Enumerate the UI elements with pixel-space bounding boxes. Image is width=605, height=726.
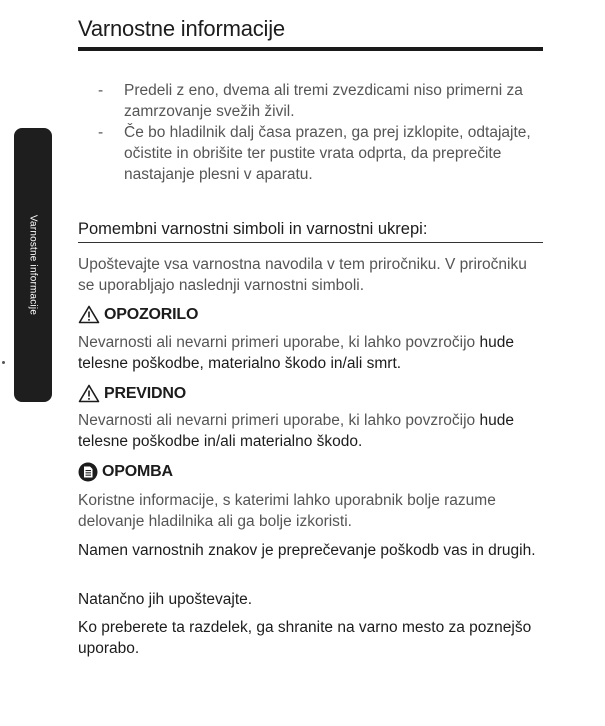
- caution-text-dark: hude telesne poškodbe in/ali materialno škodo.: [78, 412, 514, 450]
- closing-paragraph-1: Namen varnostnih znakov je preprečevanje poškodb vas in drugih.: [78, 542, 536, 559]
- caution-symbol-heading: [78, 384, 186, 403]
- page-title: Varnostne informacije: [78, 16, 285, 41]
- note-label: OPOMBA: [102, 463, 173, 480]
- note-symbol-heading: [78, 462, 173, 482]
- warning-text-light: Nevarnosti ali nevarni primeri uporabe, ki lahko povzročijo: [78, 334, 476, 351]
- closing-paragraph-3: Ko preberete ta razdelek, ga shranite na varno mesto za poznejšo uporabo.: [78, 619, 532, 657]
- section-heading: Pomembni varnostni simboli in varnostni ukrepi:: [78, 220, 543, 243]
- side-tab-label: Varnostne informacije: [27, 214, 39, 316]
- caution-triangle-icon: [78, 384, 100, 403]
- bullet-text: Če bo hladilnik dalj časa prazen, ga prej izklopite, odtajajte, očistite in obrišite ter pustite vrata odprta, da preprečite nastajanje plesni v aparatu.: [124, 124, 531, 183]
- title-underline: [78, 47, 543, 51]
- list-item: [98, 80, 543, 122]
- warning-text-dark: hude telesne poškodbe, materialno škodo in/ali smrt.: [78, 334, 514, 372]
- intro-bullet-list: [98, 80, 543, 185]
- warning-symbol-heading: [78, 305, 198, 324]
- section-intro: Upoštevajte vsa varnostna navodila v tem priročniku. V priročniku se uporabljajo naslednji varnostni simboli.: [78, 256, 527, 294]
- note-description: Koristne informacije, s katerimi lahko uporabnik bolje razume delovanje hladilnika ali ga bolje izkoristi.: [78, 492, 496, 530]
- margin-mark: [2, 361, 5, 364]
- warning-label: OPOZORILO: [104, 305, 199, 323]
- side-section-tab: [14, 128, 52, 402]
- bullet-marker: -: [98, 124, 104, 141]
- warning-description: [78, 332, 543, 374]
- caution-label: PREVIDNO: [104, 384, 186, 402]
- bullet-text: Predeli z eno, dvema ali tremi zvezdicami niso primerni za zamrzovanje svežih živil.: [124, 82, 523, 120]
- list-item: [98, 122, 543, 185]
- warning-triangle-icon: [78, 305, 100, 324]
- caution-description: [78, 410, 543, 452]
- note-icon: [78, 462, 98, 482]
- closing-paragraph-2: Natančno jih upoštevajte.: [78, 591, 253, 608]
- caution-text-light: Nevarnosti ali nevarni primeri uporabe, ki lahko povzročijo: [78, 412, 476, 429]
- bullet-marker: -: [98, 82, 104, 99]
